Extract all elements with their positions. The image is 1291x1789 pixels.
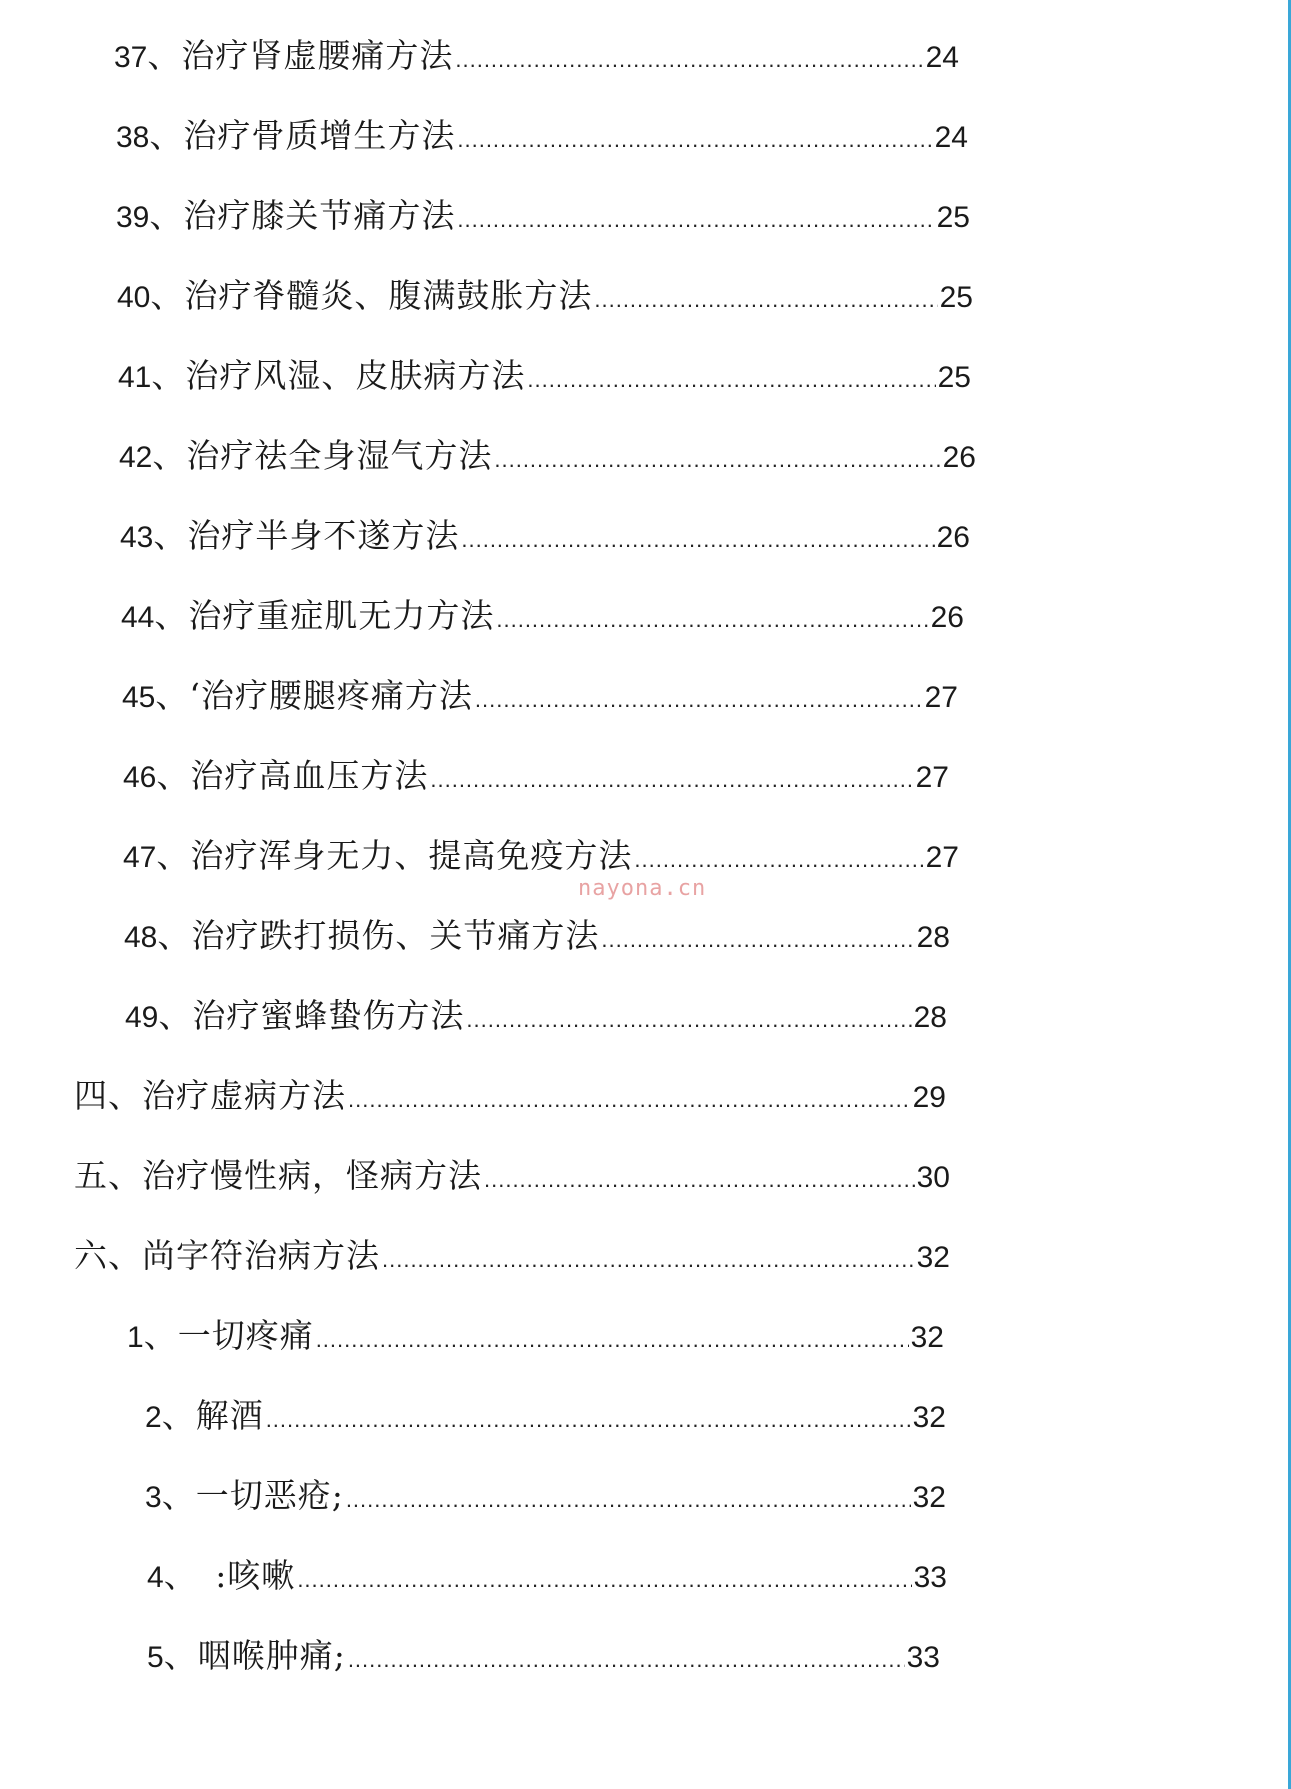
dot-leader <box>382 1240 915 1280</box>
entry-page-number: 25 <box>937 361 971 394</box>
entry-title: 、治疗骨质增生方法 <box>149 116 456 155</box>
entry-title: 、 :咳嗽 <box>163 1556 296 1595</box>
entry-page-number: 26 <box>942 441 976 474</box>
entry-title: 五、治疗慢性病，怪病方法 <box>74 1156 482 1195</box>
entry-number: 49 <box>125 1001 159 1034</box>
entry-page-number: 29 <box>912 1081 946 1114</box>
entry-page-number: 25 <box>936 201 970 234</box>
entry-number: 2 <box>145 1401 162 1434</box>
dot-leader <box>484 1160 915 1200</box>
toc-entry-37 <box>114 36 959 80</box>
toc-entry-47 <box>123 836 959 880</box>
entry-title: 、治疗浑身无力、提高免疫方法 <box>156 836 633 875</box>
dot-leader <box>348 1640 905 1680</box>
dot-leader <box>266 1400 911 1440</box>
entry-number: 44 <box>121 601 155 634</box>
dot-leader <box>527 360 935 400</box>
entry-number: 48 <box>124 921 158 954</box>
entry-page-number: 33 <box>913 1561 947 1594</box>
toc-section-4 <box>74 1076 946 1120</box>
entry-title: 、治疗脊髓炎、腹满鼓胀方法 <box>150 276 593 315</box>
entry-number: 5 <box>147 1641 164 1674</box>
entry-page-number: 32 <box>912 1481 946 1514</box>
toc-section-6 <box>74 1236 950 1280</box>
entry-title: 四、治疗虚病方法 <box>74 1076 346 1115</box>
entry-page-number: 27 <box>915 761 949 794</box>
dot-leader <box>457 120 932 160</box>
dot-leader <box>430 760 913 800</box>
entry-page-number: 28 <box>913 1001 947 1034</box>
entry-number: 37 <box>114 41 148 74</box>
entry-page-number: 30 <box>916 1161 950 1194</box>
entry-page-number: 32 <box>916 1241 950 1274</box>
entry-title: 、治疗蜜蜂蛰伤方法 <box>158 996 465 1035</box>
dot-leader <box>601 920 914 960</box>
toc-entry-49 <box>125 996 947 1040</box>
entry-number: 3 <box>145 1481 162 1514</box>
toc-entry-45 <box>122 676 958 720</box>
toc-entry-48 <box>124 916 950 960</box>
entry-number: 42 <box>119 441 153 474</box>
toc-section-5 <box>74 1156 950 1200</box>
toc-entry-39 <box>116 196 970 240</box>
dot-leader <box>348 1080 911 1120</box>
entry-number: 41 <box>118 361 152 394</box>
toc-sub-entry-4 <box>147 1556 947 1600</box>
dot-leader <box>634 840 923 880</box>
entry-title: 、治疗重症肌无力方法 <box>154 596 495 635</box>
entry-page-number: 28 <box>916 921 950 954</box>
entry-title: 、治疗半身不遂方法 <box>153 516 460 555</box>
toc-entry-40 <box>117 276 973 320</box>
entry-number: 43 <box>120 521 154 554</box>
toc-entry-42 <box>119 436 976 480</box>
entry-title: 、一切疼痛 <box>143 1316 314 1355</box>
entry-number: 47 <box>123 841 157 874</box>
toc-entry-41 <box>118 356 971 400</box>
entry-title: 、解酒 <box>161 1396 264 1435</box>
entry-number: 46 <box>123 761 157 794</box>
entry-page-number: 24 <box>925 41 959 74</box>
entry-page-number: 33 <box>906 1641 940 1674</box>
dot-leader <box>496 600 928 640</box>
dot-leader <box>461 520 934 560</box>
entry-title: 、治疗高血压方法 <box>156 756 429 795</box>
toc-sub-entry-2 <box>145 1396 946 1440</box>
entry-page-number: 26 <box>936 521 970 554</box>
dot-leader <box>594 280 937 320</box>
entry-title: 、治疗膝关节痛方法 <box>149 196 456 235</box>
entry-page-number: 32 <box>912 1401 946 1434</box>
dot-leader <box>297 1560 911 1600</box>
toc-entry-43 <box>120 516 970 560</box>
entry-title: 、治疗风湿、皮肤病方法 <box>151 356 526 395</box>
watermark: nayona.cn <box>578 876 707 901</box>
entry-page-number: 32 <box>910 1321 944 1354</box>
entry-page-number: 26 <box>930 601 964 634</box>
toc-sub-entry-3 <box>145 1476 946 1520</box>
entry-number: 38 <box>116 121 150 154</box>
entry-page-number: 27 <box>925 841 959 874</box>
entry-title: 、治疗跌打损伤、关节痛方法 <box>157 916 600 955</box>
dot-leader <box>316 1320 909 1360</box>
entry-page-number: 27 <box>924 681 958 714</box>
entry-title: 、治疗肾虚腰痛方法 <box>147 36 454 75</box>
dot-leader <box>455 40 923 80</box>
dot-leader <box>466 1000 911 1040</box>
entry-number: 45 <box>122 681 156 714</box>
dot-leader <box>494 440 940 480</box>
entry-page-number: 24 <box>934 121 968 154</box>
entry-number: 1 <box>127 1321 144 1354</box>
entry-title: 、咽喉肿痛; <box>163 1636 346 1675</box>
toc-entry-38 <box>116 116 968 160</box>
dot-leader <box>457 200 934 240</box>
dot-leader <box>475 680 923 720</box>
entry-title: 六、尚字符治病方法 <box>74 1236 380 1275</box>
entry-number: 39 <box>116 201 150 234</box>
entry-title: 、一切恶疮; <box>161 1476 344 1515</box>
toc-sub-entry-5 <box>147 1636 940 1680</box>
entry-number: 4 <box>147 1561 164 1594</box>
entry-page-number: 25 <box>939 281 973 314</box>
dot-leader <box>346 1480 911 1520</box>
entry-title: 、治疗祛全身湿气方法 <box>152 436 493 475</box>
toc-entry-46 <box>123 756 949 800</box>
toc-sub-entry-1 <box>127 1316 944 1360</box>
entry-number: 40 <box>117 281 151 314</box>
entry-title: 、‘治疗腰腿疼痛方法 <box>155 676 473 715</box>
toc-entry-44 <box>121 596 964 640</box>
